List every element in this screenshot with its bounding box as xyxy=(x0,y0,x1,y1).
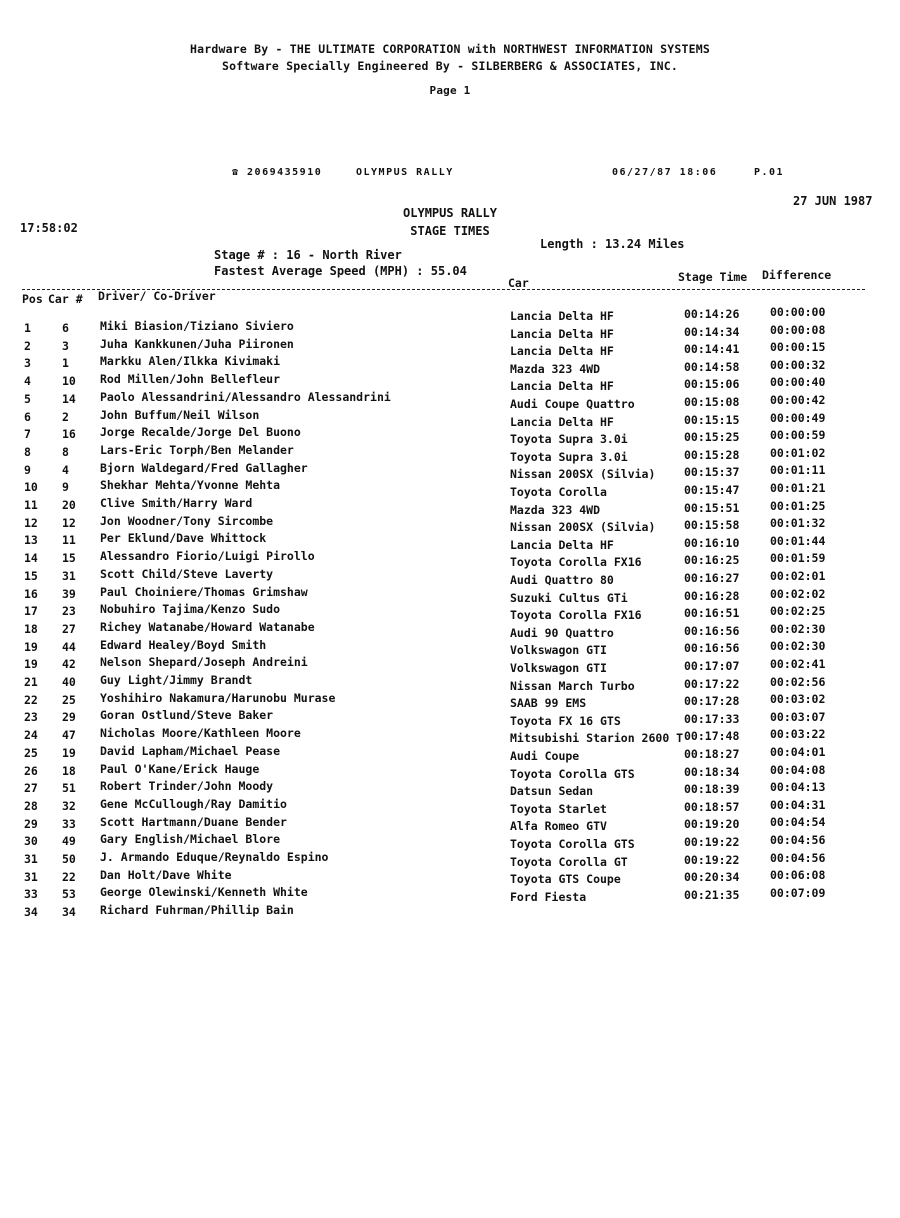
driver-cell: Miki Biasion/Tiziano Siviero xyxy=(100,319,294,333)
difference-cell: 00:04:56 xyxy=(770,850,826,865)
difference-cell: 00:01:11 xyxy=(770,463,826,478)
position-cell: 31 xyxy=(24,869,38,884)
driver-cell: Nelson Shepard/Joseph Andreini xyxy=(100,655,308,670)
event-name: OLYMPUS RALLY xyxy=(403,206,497,220)
stage-time-cell: 00:19:22 xyxy=(684,835,740,849)
stage-length: Length : 13.24 Miles xyxy=(540,237,685,251)
car-cell: Toyota Corolla xyxy=(510,485,607,499)
stage-time-cell: 00:16:25 xyxy=(684,553,740,568)
difference-cell: 00:02:56 xyxy=(770,674,826,689)
driver-cell: Clive Smith/Harry Ward xyxy=(100,496,253,510)
position-cell: 24 xyxy=(24,728,38,743)
stage-time-cell: 00:18:27 xyxy=(684,747,740,761)
driver-cell: Richey Watanabe/Howard Watanabe xyxy=(100,619,315,634)
report-date: 27 JUN 1987 xyxy=(793,194,873,208)
car-number-cell: 49 xyxy=(62,834,76,849)
stage-time-cell: 00:17:22 xyxy=(684,676,740,691)
position-cell: 31 xyxy=(24,852,38,866)
car-cell: SAAB 99 EMS xyxy=(510,696,587,711)
difference-cell: 00:04:56 xyxy=(770,833,826,847)
car-number-cell: 34 xyxy=(62,905,76,920)
position-cell: 12 xyxy=(24,515,38,530)
position-cell: 5 xyxy=(24,391,31,406)
stage-time-cell: 00:18:34 xyxy=(684,764,740,779)
stage-time-cell: 00:15:06 xyxy=(684,377,740,392)
driver-cell: Guy Light/Jimmy Brandt xyxy=(100,673,253,687)
position-cell: 9 xyxy=(24,462,31,477)
position-cell: 29 xyxy=(24,816,38,831)
car-number-cell: 39 xyxy=(62,586,76,601)
fax-sender-name: OLYMPUS RALLY xyxy=(356,167,454,178)
car-cell: Volkswagon GTI xyxy=(510,661,607,675)
car-number-cell: 32 xyxy=(62,798,76,813)
stage-time-cell: 00:15:58 xyxy=(684,518,740,533)
car-cell: Toyota Supra 3.0i xyxy=(510,432,628,447)
stage-time-cell: 00:16:27 xyxy=(684,571,740,585)
difference-cell: 00:04:54 xyxy=(770,815,826,830)
car-cell: Audi Coupe Quattro xyxy=(510,397,635,411)
difference-cell: 00:01:44 xyxy=(770,533,826,548)
position-cell: 22 xyxy=(24,692,38,707)
driver-cell: John Buffum/Neil Wilson xyxy=(100,407,260,422)
stage-info: Stage # : 16 - North River xyxy=(214,248,402,262)
stage-time-cell: 00:15:37 xyxy=(684,465,740,480)
driver-cell: Lars-Eric Torph/Ben Melander xyxy=(100,442,294,457)
difference-cell: 00:01:25 xyxy=(770,498,826,513)
column-header-car: Car xyxy=(508,276,529,290)
car-cell: Mazda 323 4WD xyxy=(510,361,601,376)
driver-cell: Markku Alen/Ilkka Kivimaki xyxy=(100,354,281,369)
car-number-cell: 42 xyxy=(62,657,76,672)
difference-cell: 00:01:02 xyxy=(770,445,826,460)
car-cell: Toyota Supra 3.0i xyxy=(510,449,628,464)
car-cell: Toyota Corolla GTS xyxy=(510,766,635,781)
stage-time-cell: 00:19:20 xyxy=(684,817,740,832)
difference-cell: 00:04:01 xyxy=(770,745,826,759)
driver-cell: George Olewinski/Kenneth White xyxy=(100,885,308,900)
position-cell: 33 xyxy=(24,887,38,902)
position-cell: 6 xyxy=(24,409,31,424)
car-cell: Toyota Corolla FX16 xyxy=(510,608,642,623)
stage-time-cell: 00:14:34 xyxy=(684,324,740,339)
stage-time-cell: 00:17:33 xyxy=(684,711,740,726)
car-number-cell: 4 xyxy=(62,462,69,477)
position-cell: 13 xyxy=(24,533,38,548)
position-cell: 23 xyxy=(24,710,38,725)
driver-cell: Goran Ostlund/Steve Baker xyxy=(100,708,274,723)
header-divider xyxy=(22,289,865,290)
report-time: 17:58:02 xyxy=(20,221,78,235)
car-cell: Volkswagon GTI xyxy=(510,643,607,658)
car-number-cell: 6 xyxy=(62,321,69,335)
stage-time-cell: 00:14:41 xyxy=(684,342,740,357)
car-cell: Lancia Delta HF xyxy=(510,326,614,341)
driver-cell: J. Armando Eduque/Reynaldo Espino xyxy=(100,850,329,864)
stage-time-cell: 00:15:28 xyxy=(684,447,740,462)
difference-cell: 00:06:08 xyxy=(770,868,826,883)
difference-cell: 00:01:32 xyxy=(770,516,826,531)
car-cell: Toyota FX 16 GTS xyxy=(510,713,621,728)
driver-cell: Gary English/Michael Blore xyxy=(100,832,281,847)
difference-cell: 00:00:32 xyxy=(770,357,826,372)
stage-time-cell: 00:15:51 xyxy=(684,500,740,515)
difference-cell: 00:02:02 xyxy=(770,586,826,601)
driver-cell: Paul O'Kane/Erick Hauge xyxy=(100,761,260,776)
car-cell: Lancia Delta HF xyxy=(510,309,614,323)
position-cell: 17 xyxy=(24,604,38,619)
difference-cell: 00:01:59 xyxy=(770,551,826,566)
driver-cell: Nicholas Moore/Kathleen Moore xyxy=(100,726,301,741)
car-number-cell: 20 xyxy=(62,498,76,512)
car-number-cell: 51 xyxy=(62,781,76,796)
stage-time-cell: 00:16:56 xyxy=(684,641,740,656)
difference-cell: 00:00:49 xyxy=(770,410,826,425)
car-cell: Nissan 200SX (Silvia) xyxy=(510,467,656,482)
position-cell: 16 xyxy=(24,586,38,601)
stage-time-cell: 00:15:15 xyxy=(684,412,740,427)
driver-cell: Paolo Alessandrini/Alessandro Alessandrini xyxy=(100,389,391,404)
driver-cell: Jorge Recalde/Jorge Del Buono xyxy=(100,425,301,440)
car-number-cell: 19 xyxy=(62,745,76,760)
position-cell: 8 xyxy=(24,444,31,459)
car-number-cell: 22 xyxy=(62,869,76,884)
position-cell: 11 xyxy=(24,498,38,512)
stage-time-cell: 00:16:56 xyxy=(684,623,740,638)
car-number-cell: 18 xyxy=(62,763,76,778)
position-cell: 26 xyxy=(24,763,38,778)
driver-cell: Gene McCullough/Ray Damitio xyxy=(100,796,287,811)
position-cell: 30 xyxy=(24,834,38,849)
driver-cell: Edward Healey/Boyd Smith xyxy=(100,637,267,652)
car-number-cell: 25 xyxy=(62,692,76,707)
fax-phone-number: ☎ 2069435910 xyxy=(232,167,323,178)
car-cell: Toyota Corolla GTS xyxy=(510,837,635,851)
position-cell: 21 xyxy=(24,675,38,689)
difference-cell: 00:03:07 xyxy=(770,709,826,724)
difference-cell: 00:02:30 xyxy=(770,621,826,636)
page-number: Page 1 xyxy=(429,84,471,97)
driver-cell: Juha Kankkunen/Juha Piironen xyxy=(100,336,294,351)
car-cell: Lancia Delta HF xyxy=(510,414,614,429)
column-header-car-number: Car # xyxy=(48,292,83,306)
car-number-cell: 53 xyxy=(62,887,76,902)
hardware-credit-line: Hardware By - THE ULTIMATE CORPORATION with NORTHWEST INFORMATION SYSTEMS xyxy=(189,42,711,56)
stage-time-cell: 00:15:08 xyxy=(684,395,740,409)
difference-cell: 00:07:09 xyxy=(770,885,826,900)
difference-cell: 00:00:59 xyxy=(770,428,826,443)
difference-cell: 00:03:02 xyxy=(770,692,826,707)
stage-time-cell: 00:16:28 xyxy=(684,588,740,603)
driver-cell: David Lapham/Michael Pease xyxy=(100,743,281,758)
column-header-difference: Difference xyxy=(762,268,832,282)
position-cell: 2 xyxy=(24,338,31,353)
car-number-cell: 47 xyxy=(62,728,76,743)
car-cell: Nissan 200SX (Silvia) xyxy=(510,520,656,535)
stage-time-cell: 00:15:47 xyxy=(684,483,740,497)
car-cell: Suzuki Cultus GTi xyxy=(510,590,628,605)
car-cell: Nissan March Turbo xyxy=(510,678,635,693)
stage-time-cell: 00:14:26 xyxy=(684,307,740,321)
stage-time-cell: 00:16:51 xyxy=(684,606,740,621)
driver-cell: Shekhar Mehta/Yvonne Mehta xyxy=(100,478,281,493)
car-cell: Lancia Delta HF xyxy=(510,379,614,394)
driver-cell: Nobuhiro Tajima/Kenzo Sudo xyxy=(100,602,281,617)
fax-page-number: P.01 xyxy=(754,167,785,178)
column-header-driver: Driver/ Co-Driver xyxy=(98,289,216,303)
difference-cell: 00:04:13 xyxy=(770,780,826,795)
stage-time-cell: 00:17:07 xyxy=(684,659,740,673)
car-cell: Audi Coupe xyxy=(510,749,580,763)
car-number-cell: 9 xyxy=(62,480,69,495)
car-cell: Ford Fiesta xyxy=(510,889,587,904)
position-cell: 34 xyxy=(24,905,38,920)
stage-time-cell: 00:16:10 xyxy=(684,535,740,550)
car-number-cell: 1 xyxy=(62,356,69,371)
driver-cell: Jon Woodner/Tony Sircombe xyxy=(100,513,274,528)
report-title: STAGE TIMES xyxy=(410,224,490,238)
driver-cell: Yoshihiro Nakamura/Harunobu Murase xyxy=(100,690,336,705)
position-cell: 1 xyxy=(24,321,31,335)
driver-cell: Robert Trinder/John Moody xyxy=(100,779,274,794)
difference-cell: 00:02:25 xyxy=(770,604,826,619)
car-number-cell: 15 xyxy=(62,551,76,566)
stage-time-cell: 00:18:57 xyxy=(684,799,740,814)
difference-cell: 00:04:31 xyxy=(770,797,826,812)
difference-cell: 00:00:00 xyxy=(770,305,826,319)
car-number-cell: 50 xyxy=(62,852,76,866)
car-number-cell: 2 xyxy=(62,409,69,424)
difference-cell: 00:02:30 xyxy=(770,639,826,654)
difference-cell: 00:00:15 xyxy=(770,340,826,355)
car-cell: Toyota Starlet xyxy=(510,801,607,816)
stage-time-cell: 00:18:39 xyxy=(684,782,740,797)
difference-cell: 00:00:42 xyxy=(770,393,826,407)
stage-time-cell: 00:21:35 xyxy=(684,887,740,902)
stage-time-cell: 00:17:28 xyxy=(684,694,740,709)
stage-time-cell: 00:19:22 xyxy=(684,852,740,867)
position-cell: 18 xyxy=(24,621,38,636)
stage-time-cell: 00:17:48 xyxy=(684,729,740,744)
fax-datetime: 06/27/87 18:06 xyxy=(612,167,718,178)
car-number-cell: 12 xyxy=(62,515,76,530)
car-number-cell: 23 xyxy=(62,604,76,619)
column-header-stage-time: Stage Time xyxy=(678,270,748,284)
stage-time-cell: 00:15:25 xyxy=(684,430,740,445)
position-cell: 27 xyxy=(24,781,38,796)
software-credit-line: Software Specially Engineered By - SILBERBERG & ASSOCIATES, INC. xyxy=(222,59,678,73)
difference-cell: 00:02:41 xyxy=(770,657,826,671)
car-number-cell: 16 xyxy=(62,427,76,442)
car-cell: Datsun Sedan xyxy=(510,784,594,799)
driver-cell: Per Eklund/Dave Whittock xyxy=(100,531,267,546)
difference-cell: 00:00:08 xyxy=(770,322,826,337)
position-cell: 10 xyxy=(24,480,38,495)
car-number-cell: 8 xyxy=(62,444,69,459)
fastest-average-speed: Fastest Average Speed (MPH) : 55.04 xyxy=(214,264,467,278)
car-cell: Audi 90 Quattro xyxy=(510,625,614,640)
driver-cell: Bjorn Waldegard/Fred Gallagher xyxy=(100,460,308,475)
car-number-cell: 40 xyxy=(62,675,76,689)
car-number-cell: 11 xyxy=(62,533,76,548)
car-cell: Toyota GTS Coupe xyxy=(510,872,621,887)
driver-cell: Paul Choiniere/Thomas Grimshaw xyxy=(100,584,308,599)
driver-cell: Scott Hartmann/Duane Bender xyxy=(100,814,287,829)
car-cell: Mazda 323 4WD xyxy=(510,502,601,517)
stage-time-cell: 00:14:58 xyxy=(684,359,740,374)
car-number-cell: 27 xyxy=(62,621,76,636)
car-cell: Lancia Delta HF xyxy=(510,344,614,359)
difference-cell: 00:04:08 xyxy=(770,762,826,777)
car-cell: Alfa Romeo GTV xyxy=(510,819,607,834)
position-cell: 4 xyxy=(24,374,31,389)
position-cell: 19 xyxy=(24,639,38,654)
car-number-cell: 14 xyxy=(62,391,76,406)
car-number-cell: 29 xyxy=(62,710,76,725)
car-number-cell: 10 xyxy=(62,374,76,389)
driver-cell: Rod Millen/John Bellefleur xyxy=(100,372,281,387)
difference-cell: 00:02:01 xyxy=(770,569,826,583)
position-cell: 28 xyxy=(24,798,38,813)
car-cell: Audi Quattro 80 xyxy=(510,573,614,587)
difference-cell: 00:00:40 xyxy=(770,375,826,390)
driver-cell: Scott Child/Steve Laverty xyxy=(100,566,274,581)
driver-cell: Dan Holt/Dave White xyxy=(100,867,232,882)
position-cell: 14 xyxy=(24,551,38,566)
car-cell: Toyota Corolla FX16 xyxy=(510,555,642,570)
car-cell: Mitsubishi Starion 2600 T xyxy=(510,731,684,746)
position-cell: 19 xyxy=(24,657,38,672)
car-cell: Lancia Delta HF xyxy=(510,537,614,552)
position-cell: 25 xyxy=(24,745,38,760)
stage-time-cell: 00:20:34 xyxy=(684,870,740,885)
car-number-cell: 3 xyxy=(62,338,69,353)
driver-cell: Richard Fuhrman/Phillip Bain xyxy=(100,903,294,918)
position-cell: 7 xyxy=(24,427,31,442)
position-cell: 3 xyxy=(24,356,31,371)
car-number-cell: 33 xyxy=(62,816,76,831)
car-number-cell: 31 xyxy=(62,568,76,583)
position-cell: 15 xyxy=(24,568,38,583)
difference-cell: 00:03:22 xyxy=(770,727,826,742)
difference-cell: 00:01:21 xyxy=(770,481,826,495)
driver-cell: Alessandro Fiorio/Luigi Pirollo xyxy=(100,549,315,564)
car-cell: Toyota Corolla GT xyxy=(510,854,628,869)
car-number-cell: 44 xyxy=(62,639,76,654)
column-header-pos: Pos xyxy=(22,292,43,306)
